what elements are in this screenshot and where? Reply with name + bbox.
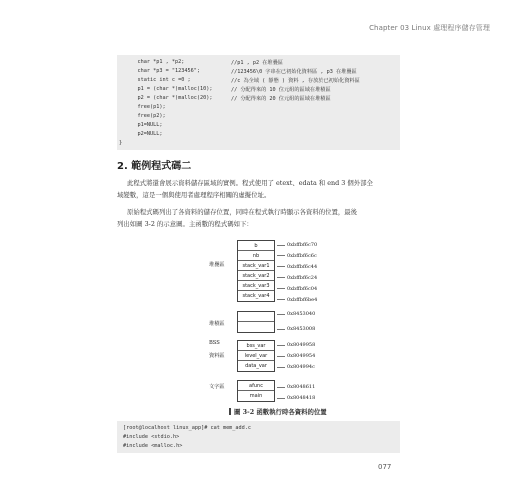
code-comment: //p1 , p2 在堆疊區 [231, 60, 283, 66]
stack-cell: stack_var4 [242, 293, 270, 299]
text-cell: afunc [238, 381, 274, 391]
stack-address: 0xbffbf6c70 [287, 242, 318, 248]
paragraph-line: 原始程式碼列出了各資料的儲存位置，同時在程式執行時顯示各資料的位置，最後 [127, 208, 358, 216]
text-segment [237, 380, 275, 402]
stack-cell: stack_var2 [238, 271, 274, 281]
heap-address: 0x8453008 [287, 326, 316, 332]
stack-address: 0xbffbf6be4 [287, 297, 318, 303]
code-line: p2 = (char *)malloc(20); [125, 95, 213, 101]
figure-caption [229, 407, 327, 416]
bss-segment-label: BSS [209, 340, 220, 346]
code-line: p1=NULL; [125, 122, 163, 128]
stack-address: 0xbffbf6c44 [287, 264, 318, 270]
heap-cell [238, 322, 274, 332]
code-block-bottom [117, 421, 400, 453]
code-line: free(p2); [125, 113, 166, 119]
address-pointer [277, 314, 285, 315]
address-pointer [277, 356, 285, 357]
data-cell: data_var [245, 363, 267, 369]
paragraph-line: 列出如圖 3-2 的示意圖。主函數的程式碼如下： [117, 220, 253, 228]
code-line: #include <stdio.h> [123, 434, 180, 440]
address-pointer [277, 245, 285, 246]
stack-cell: stack_var3 [238, 281, 274, 291]
code-comment: //123456\0 字串在已初始化資料區 , p3 在堆疊區 [231, 69, 357, 75]
code-line: char *p3 = "123456"; [125, 68, 200, 74]
heap-address: 0x8453040 [287, 311, 316, 317]
code-line: [root@localhost linux_app]# cat mem_add.c [123, 425, 252, 431]
stack-address: 0xbffbf6c24 [287, 275, 318, 281]
figure-caption-text: 圖 3-2 函數執行時各資料的位置 [234, 408, 327, 416]
data-cell: level_var [238, 351, 274, 361]
paragraph-line: 此程式將還會展示資料儲存區域的實例。程式使用了 etext、edata 和 end 3 個外部全 [127, 179, 373, 187]
chapter-header: Chapter 03 Linux 處理程序儲存管理 [369, 24, 490, 32]
stack-segment [237, 240, 275, 302]
stack-cell: stack_var1 [238, 261, 274, 271]
page-number: 077 [378, 463, 392, 471]
code-comment: // 分配得來的 10 位元組的區域在堆積區 [231, 87, 331, 93]
address-pointer [277, 329, 285, 330]
address-pointer [277, 367, 285, 368]
code-line: p2=NULL; [125, 131, 163, 137]
heap-segment-label: 堆積區 [209, 321, 225, 327]
data-address: 0x8049954 [287, 353, 316, 359]
stack-segment-label: 堆疊區 [209, 262, 225, 268]
data-segment-label: 資料區 [209, 353, 225, 359]
caption-marker [229, 408, 231, 415]
memory-layout-diagram [195, 236, 365, 402]
paragraph-line: 域變數，這是一個與使用者處理程序相關的虛擬位址。 [117, 191, 271, 199]
code-comment: // 分配得來的 20 位元組的區域在堆積區 [231, 96, 331, 102]
stack-cell: nb [238, 251, 274, 261]
address-pointer [277, 299, 285, 300]
address-pointer [277, 266, 285, 267]
heap-segment [237, 311, 275, 333]
section-title: 2. 範例程式碼二 [117, 161, 192, 172]
code-line: char *p1 , *p2; [125, 59, 185, 65]
bss-cell: bss_var [238, 341, 274, 351]
stack-address: 0xbffbf6c6c [287, 253, 317, 259]
stack-address: 0xbffbf6c04 [287, 286, 318, 292]
address-pointer [277, 345, 285, 346]
code-comment: //c 為全域 ( 靜態 ) 資料 , 存放於已初始化資料區 [231, 78, 360, 84]
address-pointer [277, 277, 285, 278]
text-address: 0x8048418 [287, 395, 316, 401]
code-line: static int c =0 ; [125, 77, 191, 83]
address-pointer [277, 387, 285, 388]
bss-data-segment [237, 340, 275, 372]
address-pointer [277, 398, 285, 399]
code-line: free(p1); [125, 104, 166, 110]
stack-cell: b [238, 241, 274, 251]
text-cell: main [249, 393, 263, 399]
address-pointer [277, 255, 285, 256]
data-address: 0x8049958 [287, 342, 316, 348]
code-block-top [117, 55, 400, 150]
text-segment-label: 文字區 [209, 384, 225, 390]
text-address: 0x8048611 [287, 384, 316, 390]
code-line: } [119, 140, 123, 146]
data-address: 0x804994c [287, 364, 315, 370]
code-line: #include <malloc.h> [123, 443, 183, 449]
address-pointer [277, 288, 285, 289]
heap-cell [238, 312, 274, 322]
code-line: p1 = (char *)malloc(10); [125, 86, 213, 92]
